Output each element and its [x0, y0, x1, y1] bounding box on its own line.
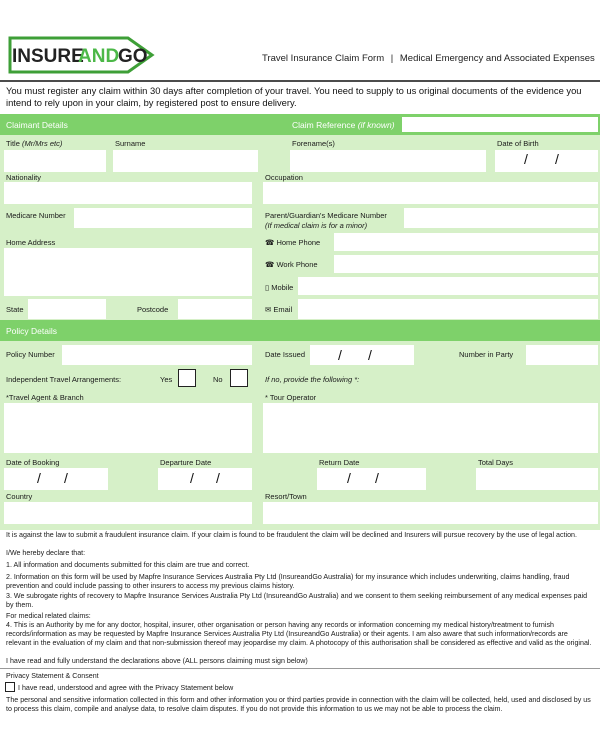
state-label: State	[6, 305, 24, 314]
home-address-field[interactable]	[4, 248, 252, 296]
return-field[interactable]	[317, 468, 426, 490]
email-field[interactable]	[298, 299, 598, 319]
nationality-field[interactable]	[4, 182, 252, 204]
form-title	[262, 53, 595, 64]
title-label: Title (Mr/Mrs etc)	[6, 139, 63, 148]
declaration-item-4: 4. This is an Authority by me for any doctor, hospital, insurer, other organisation or person having any records or information concerning my medical history/treatment to furnish records/information as may be requested by Mapfre Insurance Services Australia Pty Ltd (InsureandGo Australia) or their agents. I am also aware that such information/records are relevant in the evaluation of my claim and that non-submission thereof may jeopardise my claim. A photocopy of this authorisation shall be considered as effective and valid as the original.	[6, 621, 592, 647]
return-label: Return Date	[319, 458, 360, 467]
forenames-label: Forename(s)	[292, 139, 335, 148]
tour-operator-field[interactable]	[263, 403, 598, 453]
travel-agent-field[interactable]	[4, 403, 252, 453]
travel-agent-label: *Travel Agent & Branch	[6, 393, 84, 402]
policy-number-label: Policy Number	[6, 350, 55, 359]
country-label: Country	[6, 492, 33, 501]
total-days-label: Total Days	[478, 458, 514, 467]
privacy-heading: Privacy Statement & Consent	[6, 672, 99, 680]
email-label: ✉ Email	[265, 305, 293, 314]
if-minor-note: (If medical claim is for a minor)	[265, 221, 368, 230]
policy-number-field[interactable]	[62, 345, 252, 365]
number-in-party-label: Number in Party	[459, 350, 514, 359]
mail-icon: ✉	[265, 305, 272, 314]
date-issued-label: Date Issued	[265, 350, 306, 359]
yes-label: Yes	[160, 375, 173, 384]
date-booking-label: Date of Booking	[6, 458, 60, 467]
declaration-divider	[0, 668, 600, 669]
declaration-item-3: 3. We subrogate rights of recovery to Mapfre Insurance Services Australia Pty Ltd (InsureandGo Australia) and we consent to them seeking reimbursement of any medical expenses paid by them.	[6, 592, 588, 609]
departure-field[interactable]	[158, 468, 252, 490]
country-field[interactable]	[4, 502, 252, 524]
policy-header-band	[0, 320, 600, 341]
privacy-text: The personal and sensitive information collected in this form and other information you or third parties provide in connection with the claim will be collected, held, used and disclosed by us to process this claim, compile and analyse data, to resolve claim disputes. If you do not provide this information to us we may not be able to process the claim.	[6, 696, 591, 713]
state-field[interactable]	[28, 299, 106, 319]
resort-field[interactable]	[263, 502, 598, 524]
medicare-field[interactable]	[74, 208, 252, 228]
privacy-checkbox[interactable]	[5, 682, 15, 692]
tour-operator-label: * Tour Operator	[265, 393, 317, 402]
fraud-warning: It is against the law to submit a fraudulent insurance claim. If your claim is found to be fraudulent the claim will be declined and Insurers will pursue recovery by the use of legal action.	[6, 531, 577, 539]
resort-label: Resort/Town	[265, 492, 307, 501]
policy-section-title: Policy Details	[6, 326, 58, 336]
issued-slash-2: /	[368, 347, 372, 363]
return-slash-1: /	[347, 470, 351, 486]
work-phone-label: ☎ Work Phone	[265, 260, 318, 269]
departure-slash-1: /	[190, 470, 194, 486]
claim-reference-field[interactable]	[402, 117, 598, 132]
date-issued-field[interactable]	[310, 345, 414, 365]
departure-slash-2: /	[216, 470, 220, 486]
home-phone-field[interactable]	[334, 233, 598, 251]
logo-text-and: AND	[78, 46, 120, 67]
phone-icon: ☎	[265, 260, 275, 269]
logo-text-insure: INSURE	[12, 46, 84, 67]
read-understand: I have read and fully understand the declarations above (ALL persons claiming must sign below)	[6, 657, 308, 665]
return-slash-2: /	[375, 470, 379, 486]
logo-text-go: GO	[118, 46, 148, 67]
booking-slash-2: /	[64, 470, 68, 486]
form-title-main: Travel Insurance Claim Form	[262, 53, 385, 64]
no-checkbox[interactable]	[230, 369, 248, 387]
header-divider	[0, 80, 600, 82]
date-booking-field[interactable]	[4, 468, 108, 490]
title-field[interactable]	[4, 150, 106, 172]
surname-label: Surname	[115, 139, 146, 148]
dob-field[interactable]	[495, 150, 598, 172]
total-days-field[interactable]	[476, 468, 598, 490]
postcode-field[interactable]	[178, 299, 252, 319]
we-declare: I/We hereby declare that:	[6, 549, 86, 557]
form-subtitle: Medical Emergency and Associated Expenses	[399, 53, 595, 64]
medical-heading: For medical related claims:	[6, 612, 91, 620]
insureandgo-logo	[6, 32, 156, 78]
no-label: No	[213, 375, 223, 384]
yes-checkbox[interactable]	[178, 369, 196, 387]
declaration-item-2: 2. Information on this form will be used by Mapfre Insurance Services Australia Pty Ltd (InsureandGo Australia) for my insurance which includes underwriting, claims handling, fraud prevention and could include passing to other insurers to access my previous claims history.	[6, 573, 570, 590]
title-separator: |	[390, 53, 394, 64]
mobile-field[interactable]	[298, 277, 598, 295]
postcode-label: Postcode	[137, 305, 169, 314]
nationality-label: Nationality	[6, 173, 42, 182]
mobile-label: ▯ Mobile	[265, 283, 294, 292]
claim-reference-label: Claim Reference (if known)	[292, 120, 395, 130]
home-address-label: Home Address	[6, 238, 56, 247]
forenames-field[interactable]	[290, 150, 486, 172]
surname-field[interactable]	[113, 150, 258, 172]
work-phone-field[interactable]	[334, 255, 598, 273]
medicare-label: Medicare Number	[6, 211, 66, 220]
claimant-section-title: Claimant Details	[6, 120, 68, 130]
issued-slash-1: /	[338, 347, 342, 363]
number-in-party-field[interactable]	[526, 345, 598, 365]
dob-slash-2: /	[555, 151, 559, 167]
if-no-label: If no, provide the following *:	[265, 375, 360, 384]
parent-medicare-label: Parent/Guardian's Medicare Number	[265, 211, 387, 220]
intro-text: You must register any claim within 30 days after completion of your travel. You need to supply to us original documents of the evidence you intend to rely upon in your claim, by registered post to ensure delivery.	[6, 85, 582, 108]
dob-slash-1: /	[524, 151, 528, 167]
phone-icon: ☎	[265, 238, 275, 247]
dob-label: Date of Birth	[497, 139, 539, 148]
parent-medicare-field[interactable]	[404, 208, 598, 228]
independent-label: Independent Travel Arrangements:	[6, 375, 122, 384]
departure-label: Departure Date	[160, 458, 212, 467]
privacy-check-label: I have read, understood and agree with the Privacy Statement below	[18, 684, 234, 692]
occupation-field[interactable]	[263, 182, 598, 204]
home-phone-label: ☎ Home Phone	[265, 238, 321, 247]
booking-slash-1: /	[37, 470, 41, 486]
declaration-item-1: 1. All information and documents submitted for this claim are true and correct.	[6, 561, 250, 569]
occupation-label: Occupation	[265, 173, 303, 182]
mobile-icon: ▯	[265, 283, 270, 292]
